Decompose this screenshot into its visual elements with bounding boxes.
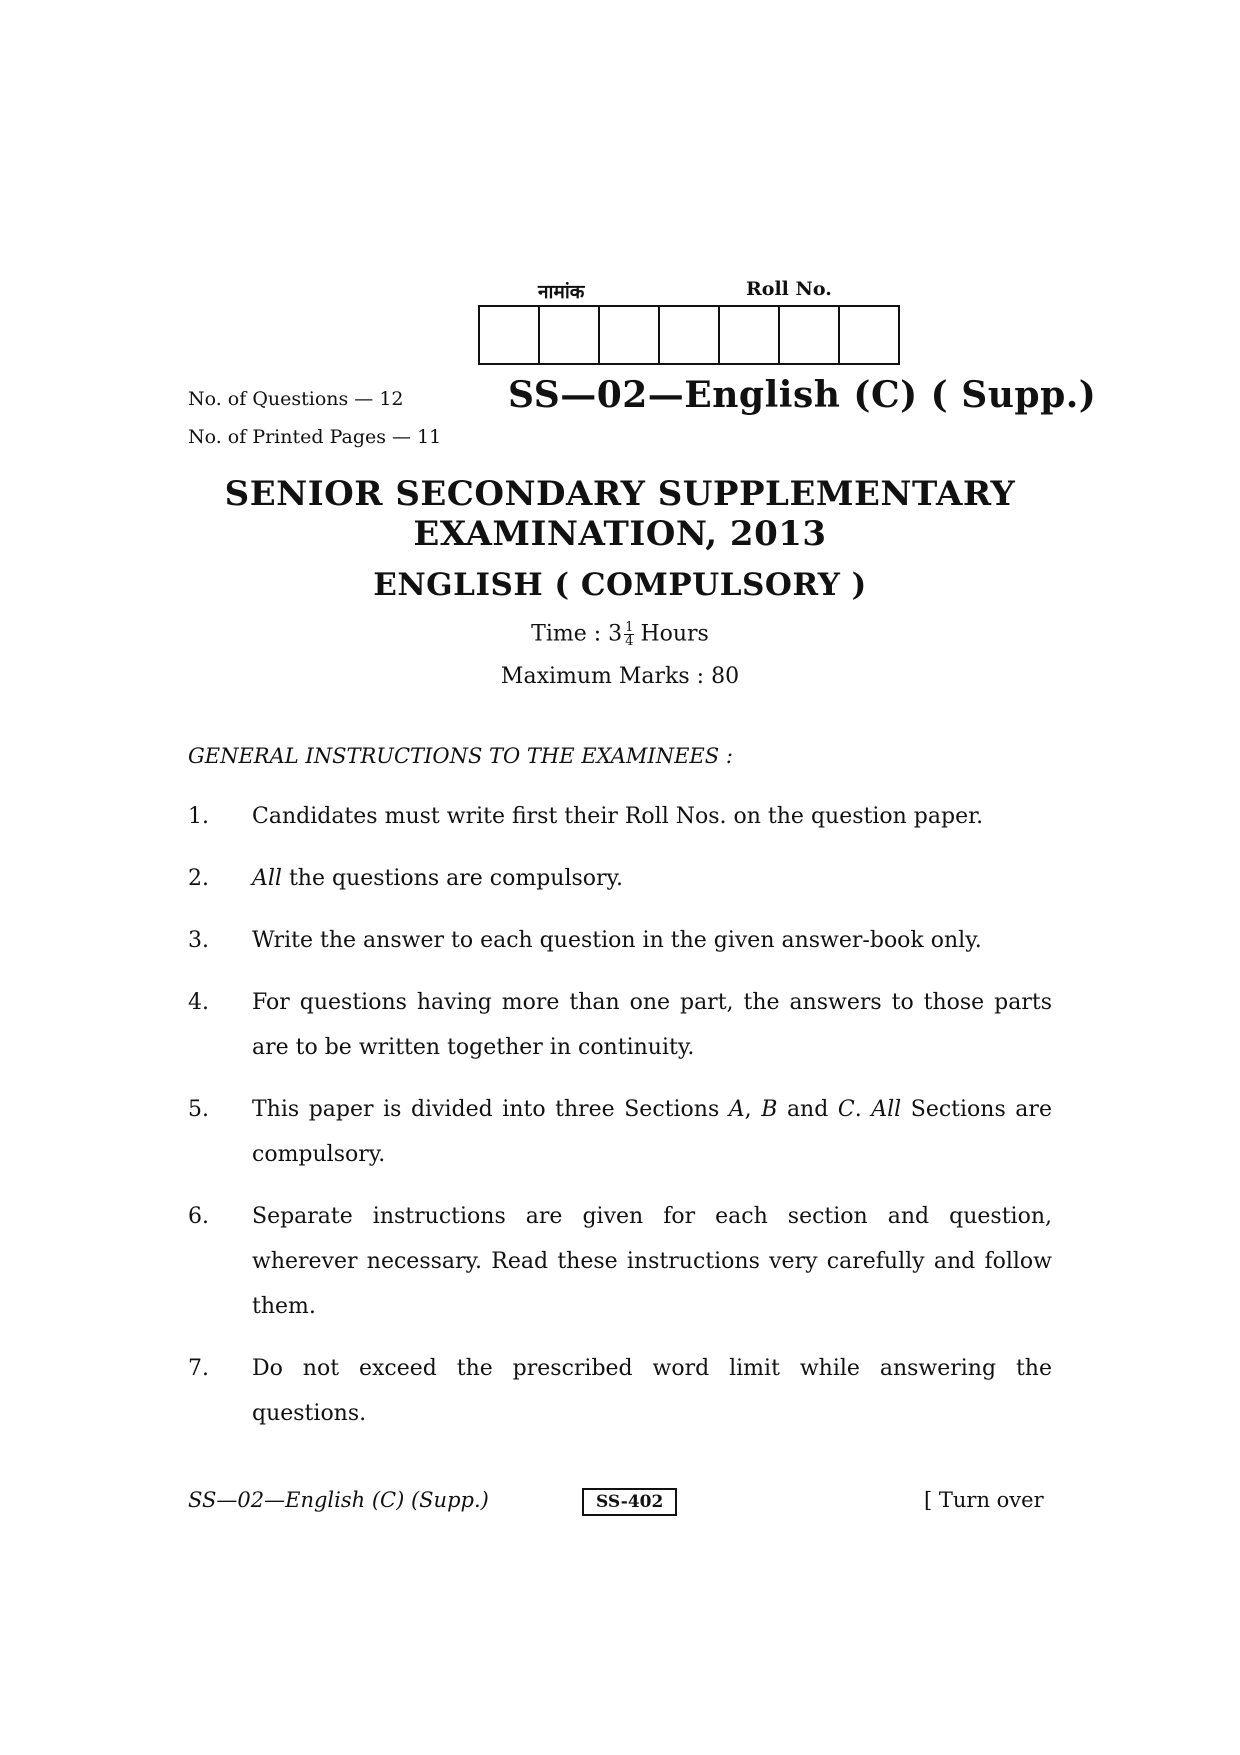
- instruction-text: Candidates must write first their Roll Nos. on the question paper.: [252, 804, 984, 829]
- question-count: No. of Questions — 12: [188, 388, 404, 410]
- time-suffix: Hours: [640, 621, 709, 647]
- roll-digit-box[interactable]: [840, 307, 898, 363]
- instruction-item: [188, 1346, 1052, 1436]
- instruction-text: Write the answer to each question in the given answer-book only.: [252, 928, 982, 953]
- roll-label-english: Roll No.: [746, 278, 832, 300]
- turn-over-label: [ Turn over: [924, 1488, 1044, 1512]
- instruction-text: This paper is divided into three Sections A, B and C. All Sections are compulsory.: [252, 1097, 1052, 1167]
- roll-digit-box[interactable]: [540, 307, 600, 363]
- instruction-text: Do not exceed the prescribed word limit while answering the questions.: [252, 1356, 1052, 1426]
- instruction-number: 3.: [188, 928, 209, 953]
- instruction-item: [188, 980, 1052, 1070]
- instruction-number: 5.: [188, 1097, 209, 1122]
- roll-digit-box[interactable]: [480, 307, 540, 363]
- instruction-item: [188, 1194, 1052, 1329]
- instruction-text: For questions having more than one part, the answers to those parts are to be written together in continuity.: [252, 990, 1052, 1060]
- instruction-number: 2.: [188, 866, 209, 891]
- exam-title-line-1: SENIOR SECONDARY SUPPLEMENTARY: [224, 474, 1016, 514]
- maximum-marks: Maximum Marks : 80: [500, 664, 740, 689]
- instruction-item: [188, 856, 1052, 901]
- roll-label-hindi: नामांक: [538, 281, 585, 303]
- instruction-emphasis: All: [252, 866, 282, 891]
- time-fraction: [624, 621, 634, 648]
- exam-title-line-2: EXAMINATION, 2013: [413, 514, 827, 554]
- footer-code-box: SS-402: [582, 1488, 677, 1516]
- roll-digit-box[interactable]: [780, 307, 840, 363]
- instruction-text: All the questions are compulsory.: [252, 866, 624, 891]
- footer-paper-code: SS—02—English (C) (Supp.): [188, 1488, 489, 1512]
- instruction-text: Separate instructions are given for each section and question, wherever necessary. Read these instructions very carefully and follow them.: [252, 1204, 1052, 1319]
- fraction-numerator: 1: [625, 620, 634, 635]
- instruction-item: [188, 918, 1052, 963]
- exam-time: [188, 621, 1052, 648]
- printed-pages-count: No. of Printed Pages — 11: [188, 426, 442, 448]
- subject-title: ENGLISH ( COMPULSORY ): [373, 567, 867, 603]
- instruction-item: [188, 794, 1052, 839]
- time-prefix: Time : 3: [531, 621, 623, 647]
- exam-title: [188, 474, 1052, 554]
- roll-digit-box[interactable]: [660, 307, 720, 363]
- paper-code-title: SS—02—English (C) ( Supp.): [508, 374, 1097, 416]
- roll-digit-box[interactable]: [600, 307, 660, 363]
- instruction-number: 1.: [188, 804, 209, 829]
- instruction-item: [188, 1087, 1052, 1177]
- instruction-number: 4.: [188, 990, 209, 1015]
- roll-number-labels: [478, 278, 898, 306]
- instruction-number: 6.: [188, 1204, 209, 1229]
- fraction-denominator: 4: [625, 634, 634, 649]
- roll-digit-box[interactable]: [720, 307, 780, 363]
- roll-number-boxes: [478, 305, 900, 365]
- instruction-number: 7.: [188, 1356, 209, 1381]
- instructions-heading: GENERAL INSTRUCTIONS TO THE EXAMINEES :: [188, 744, 733, 768]
